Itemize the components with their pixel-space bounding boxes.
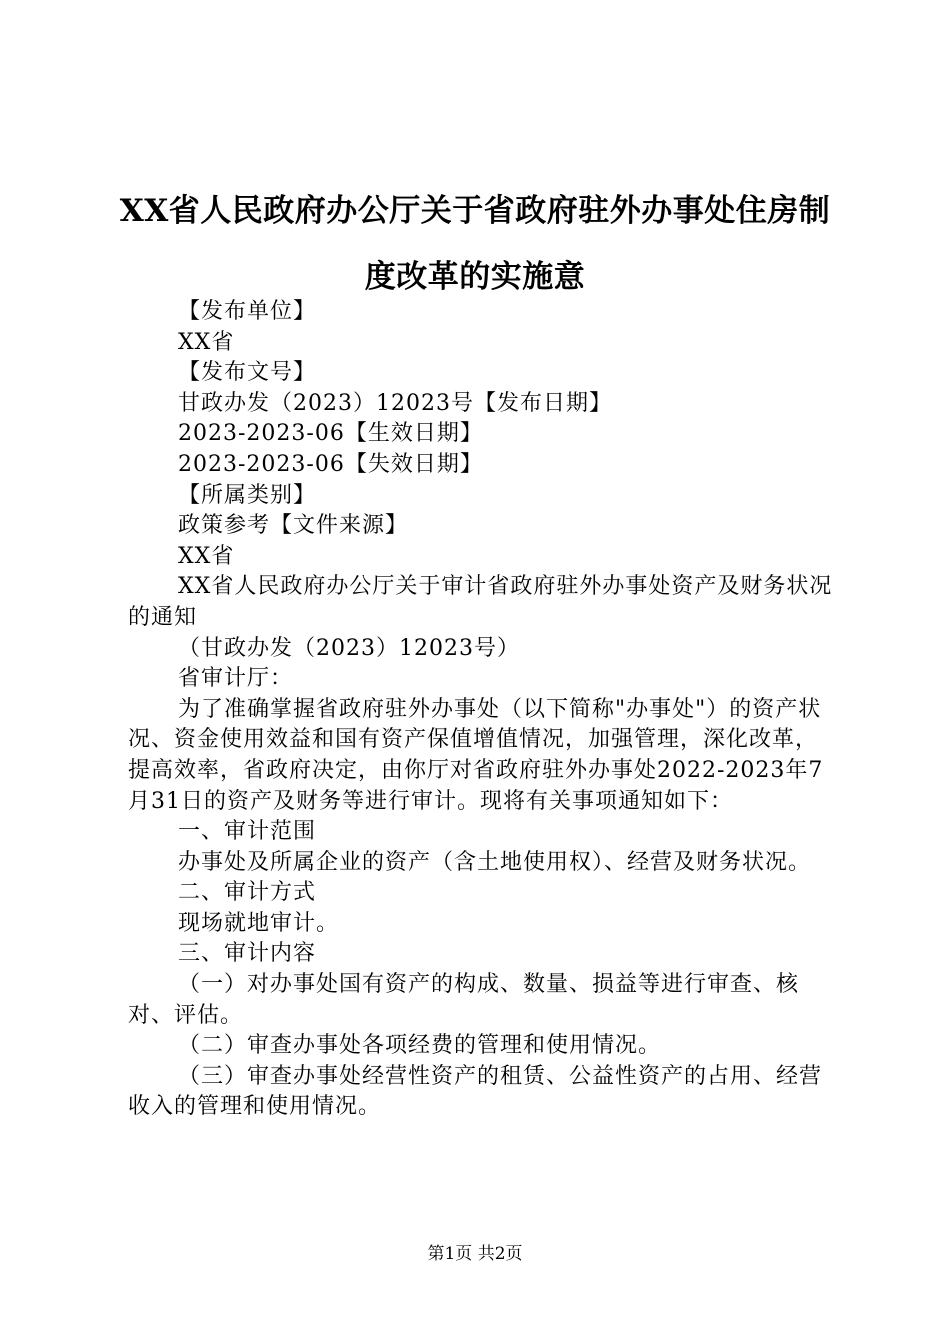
category-value: 政策参考【文件来源】 — [178, 513, 409, 539]
content-item-3: （三）审查办事处经营性资产的租赁、公益性资产的占用、经营收入的管理和使用情况。 — [128, 1063, 823, 1120]
content-item-1: （一）对办事处国有资产的构成、数量、损益等进行审查、核对、评估。 — [128, 972, 800, 1028]
addressee: 省审计厅： — [178, 666, 294, 692]
doc-number-heading: 【发布文号】 — [178, 360, 317, 386]
notice-number: （甘政办发（2023）12023号） — [178, 635, 520, 661]
source-value: XX省 — [178, 543, 235, 569]
section-heading-content: 三、审计内容 — [178, 941, 317, 967]
document-body — [128, 297, 836, 1123]
effective-date-value: 2023-2023-06【失效日期】 — [178, 451, 483, 477]
publish-date-value: 2023-2023-06【生效日期】 — [178, 421, 483, 447]
publisher-heading: 【发布单位】 — [178, 299, 317, 324]
category-heading: 【所属类别】 — [178, 482, 317, 508]
section-heading-method: 二、审计方式 — [178, 880, 317, 906]
method-paragraph: 现场就地审计。 — [178, 910, 340, 936]
section-heading-scope: 一、审计范围 — [178, 819, 317, 845]
publisher-value: XX省 — [178, 329, 235, 355]
page-footer: 第1页 共2页 — [427, 1244, 523, 1264]
content-item-2: （二）审查办事处各项经费的管理和使用情况。 — [178, 1033, 662, 1059]
scope-paragraph: 办事处及所属企业的资产（含土地使用权）、经营及财务状况。 — [178, 849, 812, 875]
document-title: XX省人民政府办公厅关于省政府驻外办事处住房制度改革的实施意 — [119, 193, 831, 295]
intro-paragraph: 为了准确掌握省政府驻外办事处（以下简称"办事处"）的资产状况、资金使用效益和国有资产保值增值情况，加强管理，深化改革，提高效率，省政府决定，由你厅对省政府驻外办事处2022-2023年7月31日的资产及财务等进行审计。现将有关事项通知如下： — [128, 696, 824, 814]
doc-number-value: 甘政办发（2023）12023号【发布日期】 — [178, 390, 612, 416]
notice-title: XX省人民政府办公厅关于审计省政府驻外办事处资产及财务状况的通知 — [128, 574, 833, 630]
